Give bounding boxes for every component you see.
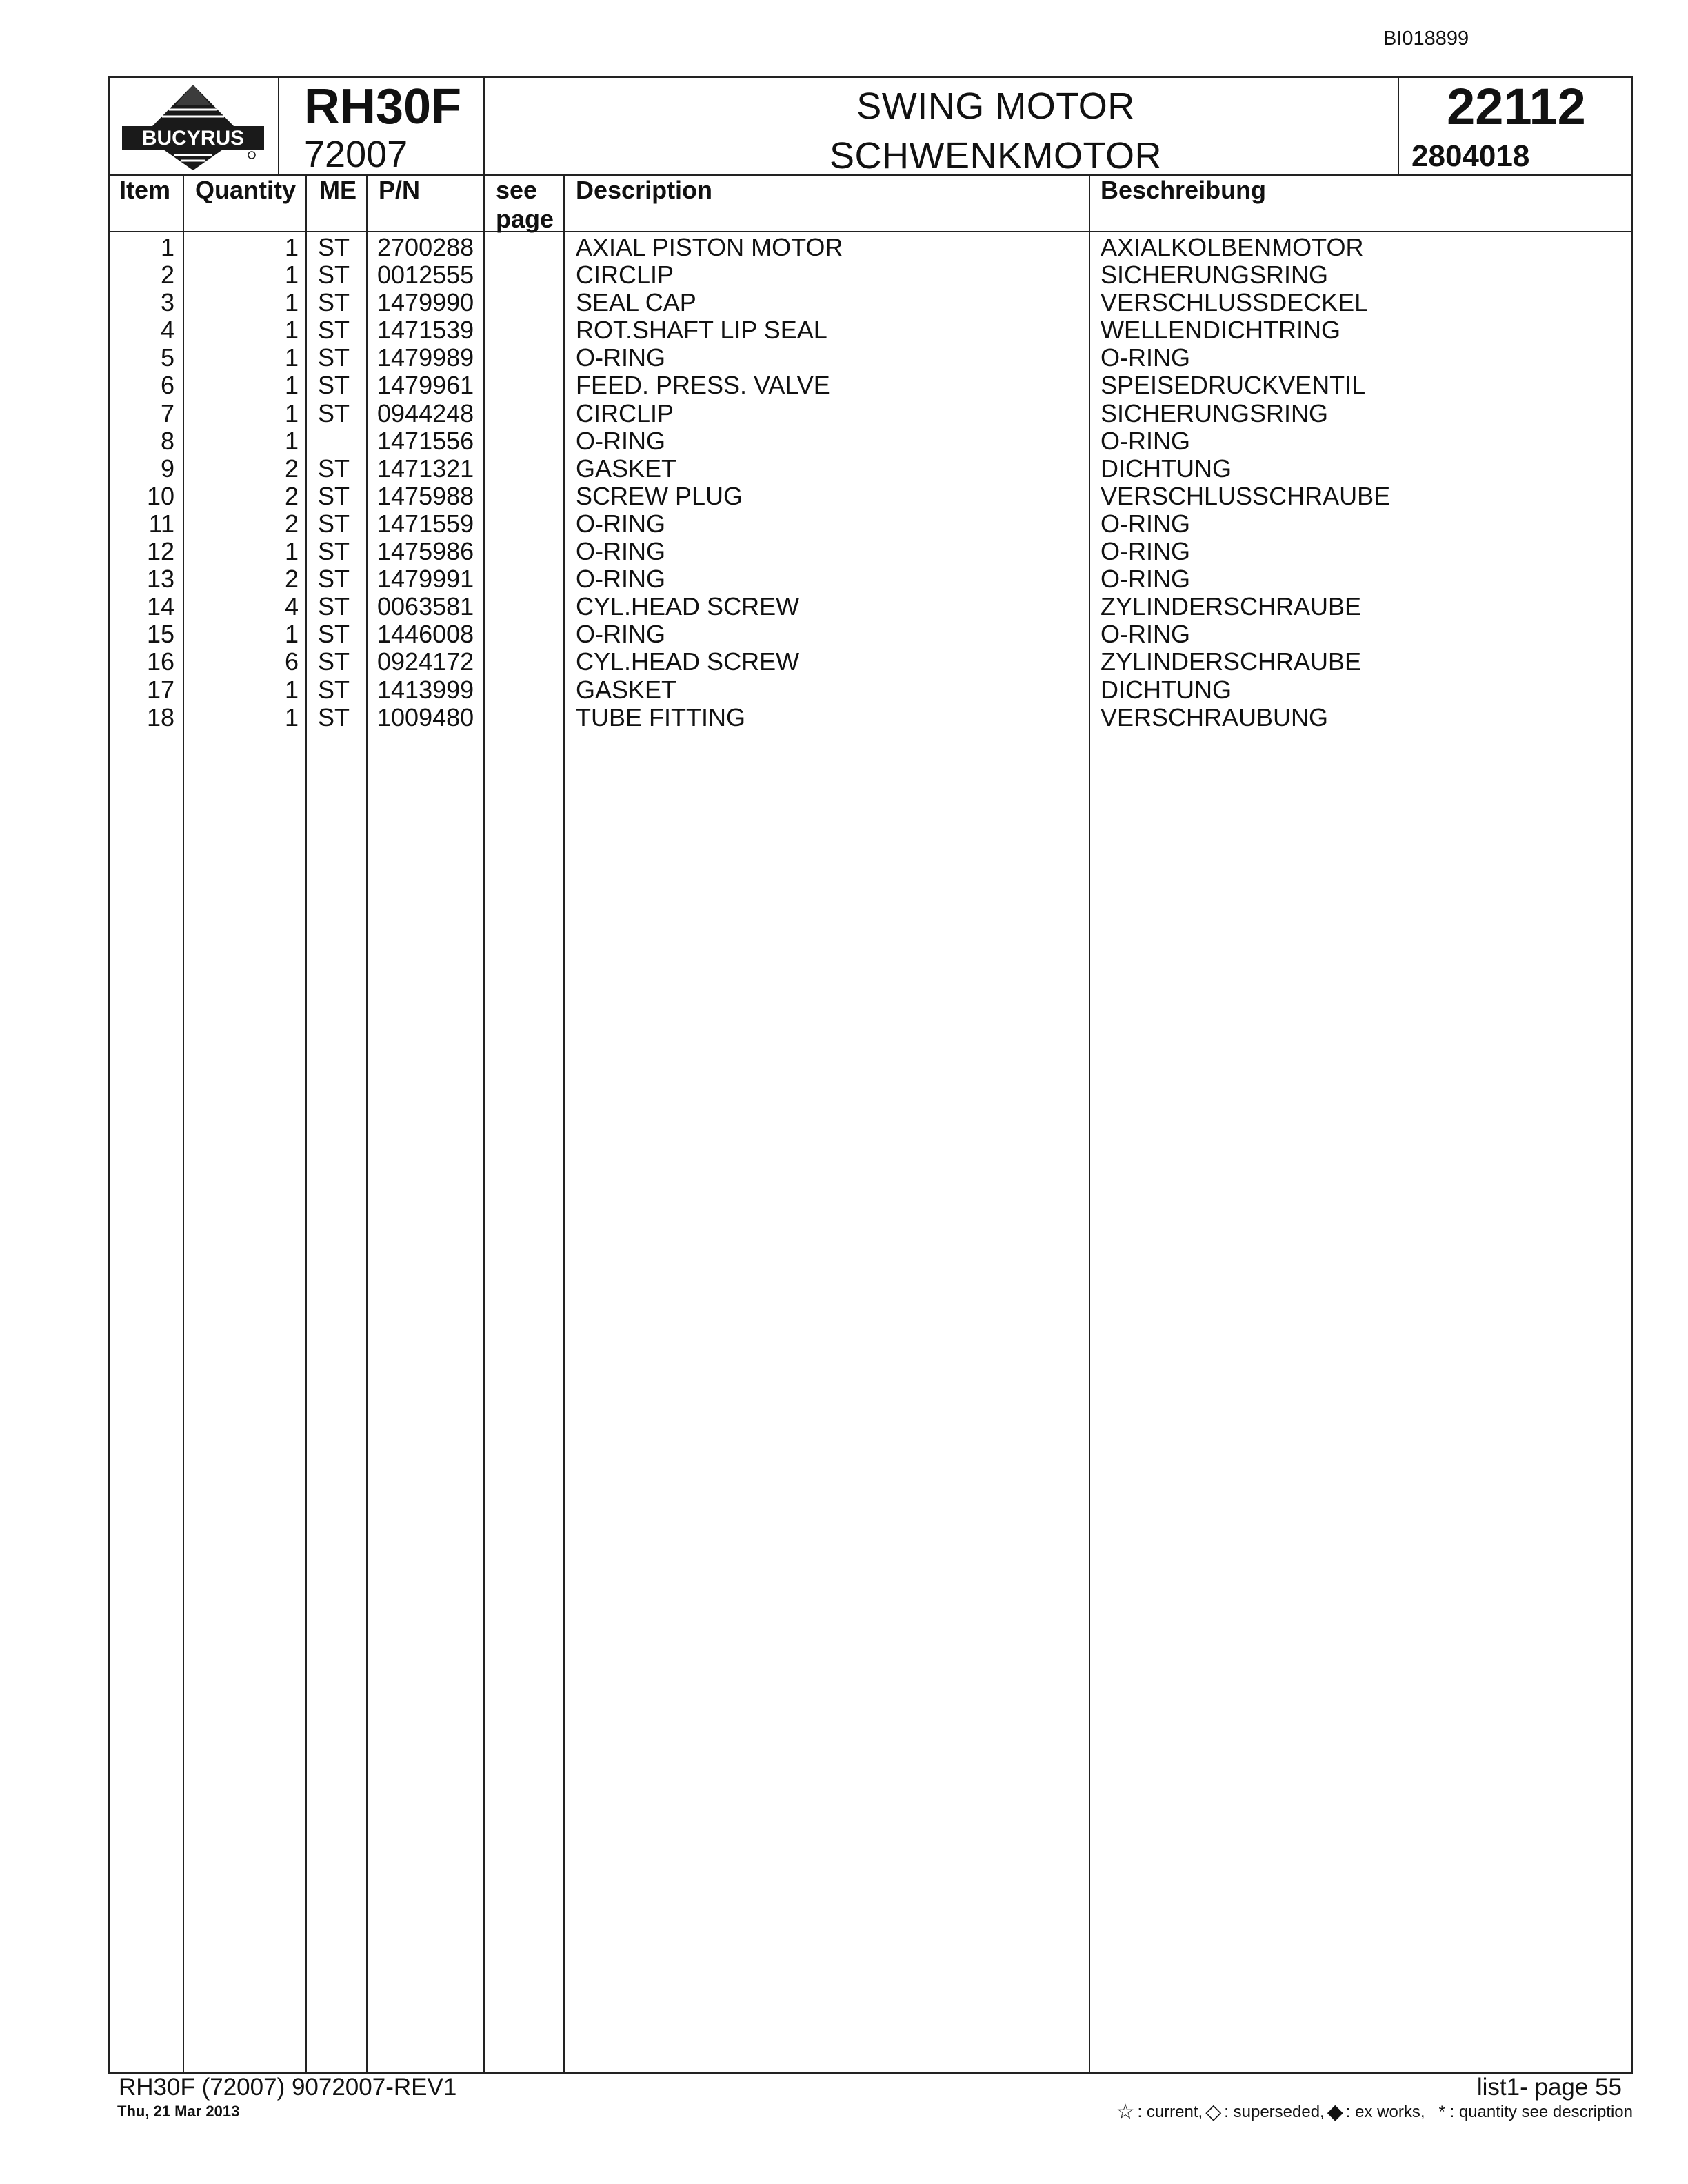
cell-unit: ST — [318, 398, 350, 427]
cell-unit: ST — [318, 647, 350, 676]
cell-part-number: 1479990 — [377, 288, 474, 317]
cell-description: CYL.HEAD SCREW — [576, 592, 800, 621]
cell-beschreibung: AXIALKOLBENMOTOR — [1101, 233, 1364, 261]
drawing-number: 2804018 — [1411, 139, 1530, 173]
footer-document-reference: RH30F (72007) 9072007-REV1 — [119, 2074, 457, 2101]
document-id: BI018899 — [1383, 28, 1469, 50]
cell-description: O-RING — [576, 565, 665, 594]
column-header-description: Description — [576, 176, 713, 204]
cell-unit: ST — [318, 343, 350, 372]
cell-quantity: 1 — [284, 537, 299, 566]
cell-beschreibung: VERSCHLUSSDECKEL — [1101, 288, 1369, 317]
column-header-divider — [110, 231, 1631, 232]
table-row — [110, 344, 1631, 372]
cell-beschreibung: VERSCHRAUBUNG — [1101, 702, 1329, 731]
serial-number: 72007 — [304, 134, 408, 175]
star-outline-icon: ☆ — [1116, 2101, 1135, 2123]
cell-beschreibung: O-RING — [1101, 426, 1190, 455]
table-row — [110, 400, 1631, 427]
column-header-item: Item — [119, 176, 171, 204]
cell-unit: ST — [318, 675, 350, 704]
logo-text: BUCYRUS — [141, 127, 245, 150]
cell-description: GASKET — [576, 454, 677, 483]
cell-unit: ST — [318, 537, 350, 566]
title-english: SWING MOTOR — [856, 85, 1135, 127]
cell-unit: ST — [318, 620, 350, 649]
cell-beschreibung: O-RING — [1101, 565, 1190, 594]
header-divider-model — [483, 78, 485, 174]
cell-quantity: 1 — [284, 426, 299, 455]
cell-description: O-RING — [576, 426, 665, 455]
cell-beschreibung: ZYLINDERSCHRAUBE — [1101, 592, 1362, 621]
cell-part-number: 0944248 — [377, 398, 474, 427]
cell-item-number: 13 — [146, 565, 174, 594]
cell-quantity: 2 — [284, 481, 299, 510]
cell-beschreibung: DICHTUNG — [1101, 675, 1232, 704]
cell-quantity: 1 — [284, 371, 299, 400]
column-header-beschreibung: Beschreibung — [1101, 176, 1267, 204]
table-row — [110, 483, 1631, 510]
bucyrus-logo — [117, 82, 270, 172]
cell-description: O-RING — [576, 537, 665, 566]
cell-item-number: 3 — [160, 288, 174, 317]
diamond-filled-icon: ◆ — [1327, 2101, 1343, 2123]
cell-quantity: 4 — [284, 592, 299, 621]
cell-quantity: 1 — [284, 620, 299, 649]
cell-unit: ST — [318, 371, 350, 400]
table-row — [110, 372, 1631, 399]
table-row — [110, 316, 1631, 344]
cell-quantity: 1 — [284, 316, 299, 345]
column-header-see: see — [496, 176, 538, 204]
cell-item-number: 7 — [160, 398, 174, 427]
cell-part-number: 1446008 — [377, 620, 474, 649]
cell-unit: ST — [318, 509, 350, 538]
cell-description: ROT.SHAFT LIP SEAL — [576, 316, 827, 345]
table-row — [110, 289, 1631, 316]
cell-unit: ST — [318, 233, 350, 261]
cell-part-number: 2700288 — [377, 233, 474, 261]
cell-quantity: 1 — [284, 343, 299, 372]
cell-unit: ST — [318, 454, 350, 483]
cell-beschreibung: O-RING — [1101, 620, 1190, 649]
cell-item-number: 11 — [148, 509, 174, 538]
cell-quantity: 1 — [284, 261, 299, 290]
cell-part-number: 1479991 — [377, 565, 474, 594]
cell-beschreibung: O-RING — [1101, 537, 1190, 566]
cell-description: CIRCLIP — [576, 261, 674, 290]
cell-quantity: 1 — [284, 398, 299, 427]
column-header-pn: P/N — [379, 176, 421, 204]
cell-beschreibung: ZYLINDERSCHRAUBE — [1101, 647, 1362, 676]
cell-unit: ST — [318, 316, 350, 345]
cell-part-number: 1471539 — [377, 316, 474, 345]
title-german: SCHWENKMOTOR — [829, 135, 1162, 176]
cell-item-number: 14 — [146, 592, 174, 621]
table-row — [110, 427, 1631, 455]
table-row — [110, 510, 1631, 538]
cell-item-number: 18 — [146, 702, 174, 731]
column-header-me: ME — [319, 176, 356, 204]
cell-part-number: 1471559 — [377, 509, 474, 538]
cell-item-number: 1 — [160, 233, 174, 261]
cell-item-number: 4 — [160, 316, 174, 345]
legend-current: : current, — [1137, 2103, 1203, 2121]
cell-part-number: 1009480 — [377, 702, 474, 731]
cell-description: FEED. PRESS. VALVE — [576, 371, 830, 400]
table-row — [110, 593, 1631, 620]
footer-date: Thu, 21 Mar 2013 — [117, 2103, 240, 2120]
cell-item-number: 17 — [146, 675, 174, 704]
cell-part-number: 1479961 — [377, 371, 474, 400]
cell-beschreibung: SICHERUNGSRING — [1101, 398, 1329, 427]
table-row — [110, 455, 1631, 483]
cell-description: O-RING — [576, 509, 665, 538]
cell-unit: ST — [318, 565, 350, 594]
cell-item-number: 16 — [146, 647, 174, 676]
cell-part-number: 0012555 — [377, 261, 474, 290]
table-row — [110, 620, 1631, 648]
table-row — [110, 565, 1631, 593]
cell-description: SEAL CAP — [576, 288, 696, 317]
cell-description: O-RING — [576, 343, 665, 372]
cell-description: TUBE FITTING — [576, 702, 745, 731]
cell-beschreibung: DICHTUNG — [1101, 454, 1232, 483]
diamond-outline-icon: ◇ — [1205, 2101, 1222, 2123]
cell-part-number: 1475988 — [377, 481, 474, 510]
cell-item-number: 12 — [146, 537, 174, 566]
cell-description: SCREW PLUG — [576, 481, 743, 510]
cell-description: CYL.HEAD SCREW — [576, 647, 800, 676]
legend-ex-works: : ex works, — [1345, 2103, 1425, 2121]
cell-unit: ST — [318, 481, 350, 510]
cell-part-number: 1471556 — [377, 426, 474, 455]
cell-item-number: 8 — [160, 426, 174, 455]
cell-item-number: 10 — [146, 481, 174, 510]
table-row — [110, 538, 1631, 565]
model-number: RH30F — [304, 79, 462, 134]
cell-description: GASKET — [576, 675, 677, 704]
cell-unit: ST — [318, 592, 350, 621]
cell-beschreibung: SICHERUNGSRING — [1101, 261, 1329, 290]
legend-quantity: * : quantity see description — [1438, 2103, 1633, 2121]
cell-beschreibung: SPEISEDRUCKVENTIL — [1101, 371, 1366, 400]
cell-description: AXIAL PISTON MOTOR — [576, 233, 843, 261]
cell-quantity: 2 — [284, 454, 299, 483]
cell-quantity: 2 — [284, 509, 299, 538]
cell-unit: ST — [318, 288, 350, 317]
cell-description: O-RING — [576, 620, 665, 649]
cell-item-number: 5 — [160, 343, 174, 372]
cell-item-number: 9 — [160, 454, 174, 483]
cell-unit: ST — [318, 702, 350, 731]
cell-quantity: 1 — [284, 702, 299, 731]
table-row — [110, 234, 1631, 261]
column-header-see-page — [496, 176, 554, 234]
table-row — [110, 676, 1631, 704]
cell-beschreibung: O-RING — [1101, 343, 1190, 372]
cell-beschreibung: VERSCHLUSSCHRAUBE — [1101, 481, 1391, 510]
cell-quantity: 1 — [284, 288, 299, 317]
parts-table-body — [110, 234, 1631, 731]
parts-list-frame — [108, 76, 1633, 2074]
cell-quantity: 6 — [284, 647, 299, 676]
cell-part-number: 0063581 — [377, 592, 474, 621]
legend-superseded: : superseded, — [1224, 2103, 1325, 2121]
table-row — [110, 704, 1631, 731]
cell-unit: ST — [318, 261, 350, 290]
bucyrus-logo-graphic — [117, 82, 270, 172]
column-header-page: page — [496, 205, 554, 233]
cell-part-number: 1475986 — [377, 537, 474, 566]
legend — [1116, 2103, 1633, 2122]
cell-part-number: 1479989 — [377, 343, 474, 372]
cell-beschreibung: WELLENDICHTRING — [1101, 316, 1341, 345]
table-row — [110, 648, 1631, 676]
footer-page-number: list1- page 55 — [1476, 2074, 1622, 2101]
cell-item-number: 2 — [160, 261, 174, 290]
cell-part-number: 1471321 — [377, 454, 474, 483]
cell-beschreibung: O-RING — [1101, 509, 1190, 538]
table-row — [110, 261, 1631, 289]
cell-part-number: 0924172 — [377, 647, 474, 676]
group-number: 22112 — [1447, 78, 1586, 135]
cell-quantity: 2 — [284, 565, 299, 594]
cell-quantity: 1 — [284, 675, 299, 704]
cell-item-number: 6 — [160, 371, 174, 400]
cell-quantity: 1 — [284, 233, 299, 261]
cell-item-number: 15 — [146, 620, 174, 649]
header-divider-logo — [278, 78, 279, 174]
column-header-quantity: Quantity — [195, 176, 297, 204]
cell-description: CIRCLIP — [576, 398, 674, 427]
cell-part-number: 1413999 — [377, 675, 474, 704]
